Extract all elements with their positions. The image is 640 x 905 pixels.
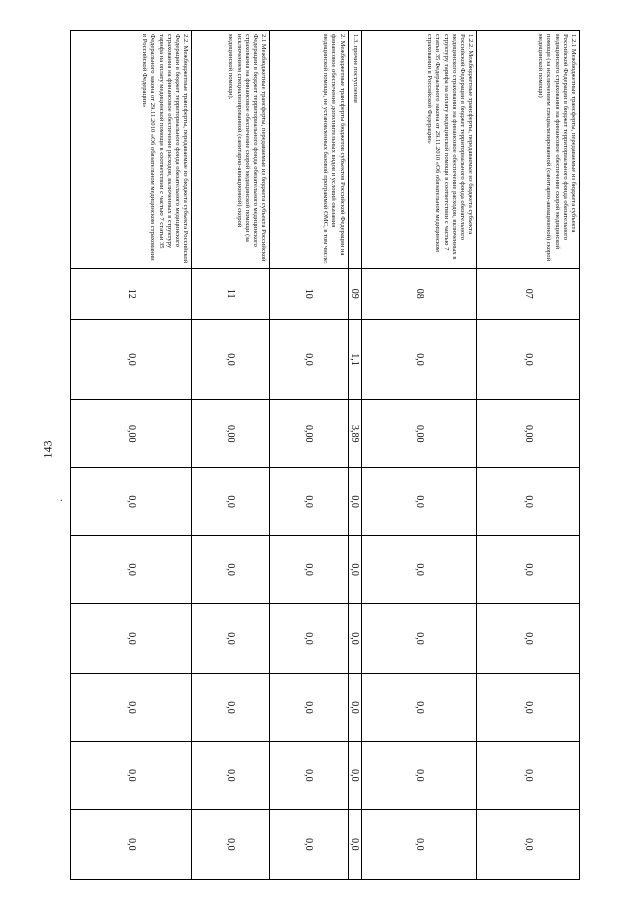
value-cell: 0,0 [270,604,348,674]
value-cell: 0,0 [192,741,270,809]
value-cell: 0,0 [192,674,270,742]
value-cell: 0,00 [192,400,270,468]
value-cell: 0,0 [477,319,580,400]
row-description: 1.2.1 Межбюджетные трансферты, передаваемые из бюджета субъекта Российской Федерации в бюджет территориального фонда обязательного медицинского страхования на финансовое обеспечение скорой медицинской помощи (за исключением специализированной (санитарно-авиационной) скорой медицинской помощи) [477,31,580,269]
value-cell: 0,00 [270,400,348,468]
value-cell: 3,89 [348,400,362,468]
value-cell: 0,0 [348,674,362,742]
value-cell: 0,00 [477,400,580,468]
page-number: 143 [40,440,55,459]
table-row [477,31,580,880]
value-cell: 0,0 [270,674,348,742]
value-cell: 0,0 [362,319,477,400]
value-cell: 0,0 [362,741,477,809]
row-code: 07 [477,268,580,319]
value-cell: 0,0 [71,536,192,604]
value-cell: 0,0 [362,674,477,742]
value-cell: 0,0 [348,809,362,879]
row-code: 08 [362,268,477,319]
value-cell: 0,0 [270,809,348,879]
value-cell: 0,0 [192,604,270,674]
value-cell: 0,0 [192,468,270,536]
value-cell: 1,1 [348,319,362,400]
value-cell: 0,0 [477,674,580,742]
table-row [270,31,348,880]
value-cell: 0,0 [270,536,348,604]
value-cell: 0,0 [362,809,477,879]
value-cell: 0,0 [71,319,192,400]
row-description: 1.2.2. Межбюджетные трансферты, передаваемые из бюджета субъекта Российской Федерации в бюджет территориального фонда обязательного медицинского страхования на финансовое обеспечение расходов, включенных в структуру тарифа на оплату медицинской помощи в соответствии с частью 7 статьи 35 Федерального закона от 29.11.2010 «Об обязательном медицинском страховании в Российской Федерации» [362,31,477,269]
value-cell: 0,0 [362,604,477,674]
value-cell: 0,0 [477,604,580,674]
finance-table [70,30,580,880]
table-row [362,31,477,880]
value-cell: 0,0 [477,809,580,879]
value-cell: 0,0 [348,741,362,809]
value-cell: 0,00 [362,400,477,468]
value-cell: 0,0 [270,319,348,400]
value-cell: 0,0 [348,604,362,674]
row-code: 10 [270,268,348,319]
row-code: 11 [192,268,270,319]
value-cell: 0,0 [71,741,192,809]
value-cell: 0,0 [362,468,477,536]
value-cell: 0,0 [270,741,348,809]
value-cell: 0,0 [362,536,477,604]
row-description: 2.1 Межбюджетные трансферты, передаваемые из бюджета субъекта Российской Федерации в бюджет территориального фонда обязательного медицинского страхования на финансовое обеспечение скорой медицинской помощи (за исключением специализированной (санитарно-авиационной) скорой медицинской помощи). [192,31,270,269]
value-cell: 0,0 [71,809,192,879]
table-row [192,31,270,880]
value-cell: 0,0 [71,468,192,536]
value-cell: 0,0 [71,674,192,742]
row-description: 2. Межбюджетные трансферты бюджетов субъектов Российской Федерации на финансовое обеспечение дополнительных видов и условий оказания медицинской помощи, не установленных базовой программой ОМС, в том числе: [270,31,348,269]
table-row [348,31,362,880]
value-cell: 0,0 [477,536,580,604]
table-body [71,31,580,880]
table-row [71,31,192,880]
value-cell: 0,0 [192,319,270,400]
rotated-table-wrapper [70,30,580,880]
value-cell: 0,0 [71,604,192,674]
value-cell: 0,0 [348,536,362,604]
value-cell: 0,00 [71,400,192,468]
row-code: 09 [348,268,362,319]
row-description: 2.2. Межбюджетные трансферты, передаваемые из бюджета субъекта Российской Федерации в бюджет территориального фонда обязательного медицинского страхования на финансовое обеспечение расходов, включенных в структуру тарифа на оплату медицинской помощи в соответствии с частью 7 статьи 35 Федерального закона от 29.11.2010 «Об обязательном медицинском страховании в Российской Федерации» [71,31,192,269]
value-cell: 0,0 [270,468,348,536]
value-cell: 0,0 [477,468,580,536]
value-cell: 0,0 [192,536,270,604]
row-description: 1.3. прочие поступления [348,31,362,269]
row-code: 12 [71,268,192,319]
value-cell: 0,0 [192,809,270,879]
value-cell: 0,0 [348,468,362,536]
value-cell: 0,0 [477,741,580,809]
scan-mark: . [60,493,63,504]
